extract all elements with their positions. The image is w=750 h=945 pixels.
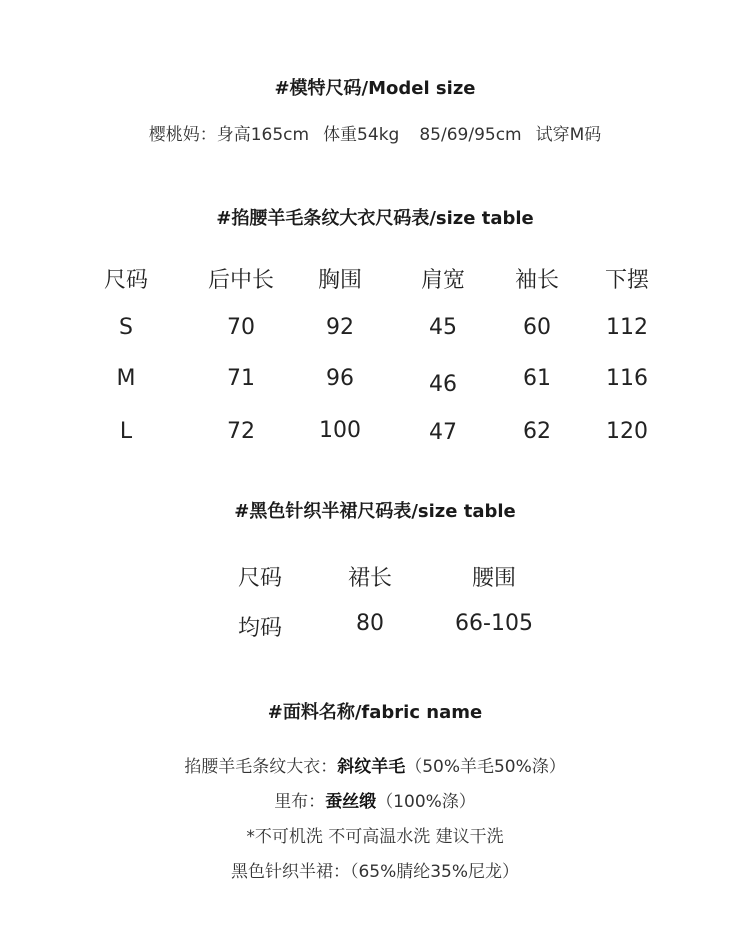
coat-header-sleeve: 袖长 [514, 268, 559, 293]
skirt-cell: 均码 [237, 616, 282, 641]
skirt-cell: 66-105 [455, 611, 533, 636]
skirt-header-length: 裙长 [347, 566, 392, 591]
coat-cell: 62 [523, 419, 551, 444]
coat-cell: 70 [227, 315, 255, 340]
fabric-heading: #面料名称/fabric name [267, 702, 483, 723]
skirt-size-heading: #黑色针织半裙尺码表/size table [234, 501, 516, 522]
coat-cell: 72 [227, 419, 255, 444]
coat-cell: S [119, 315, 133, 340]
coat-cell: 100 [319, 418, 361, 443]
fabric-lining-label: 里布： [274, 792, 326, 812]
model-info-line [0, 120, 750, 145]
coat-cell: 71 [227, 366, 255, 391]
skirt-header-size: 尺码 [237, 566, 282, 591]
fabric-care-line: *不可机洗 不可高温水洗 建议干洗 [246, 827, 504, 847]
fabric-coat-material: 斜纹羊毛 [337, 757, 406, 777]
coat-header-size: 尺码 [103, 268, 148, 293]
fabric-coat-line [0, 752, 750, 777]
fabric-coat-detail: （50%羊毛50%涤） [405, 757, 566, 777]
model-weight: 体重54kg [323, 125, 400, 145]
coat-cell: 47 [429, 420, 457, 445]
model-tried-size: 试穿M码 [535, 125, 602, 145]
model-name-height: 樱桃妈：身高165cm [148, 125, 310, 145]
coat-header-hem: 下摆 [604, 268, 649, 293]
coat-cell: 92 [326, 315, 354, 340]
coat-cell: 96 [326, 366, 354, 391]
coat-cell: L [119, 419, 133, 444]
fabric-lining-line [0, 787, 750, 812]
fabric-lining-detail: （100%涤） [376, 792, 476, 812]
coat-cell: 45 [429, 315, 457, 340]
fabric-coat-label: 掐腰羊毛条纹大衣： [184, 757, 338, 777]
coat-cell: 116 [606, 366, 648, 391]
coat-header-back-length: 后中长 [207, 268, 274, 293]
coat-size-heading: #掐腰羊毛条纹大衣尺码表/size table [216, 208, 534, 229]
fabric-skirt-line: 黑色针织半裙：（65%腈纶35%尼龙） [230, 862, 520, 882]
coat-cell: 46 [429, 372, 457, 397]
skirt-cell: 80 [356, 611, 384, 636]
coat-cell: 61 [523, 366, 551, 391]
coat-header-chest: 胸围 [317, 268, 362, 293]
coat-cell: M [116, 366, 136, 391]
model-size-heading: #模特尺码/Model size [274, 78, 476, 99]
coat-cell: 112 [606, 315, 648, 340]
coat-cell: 120 [606, 419, 648, 444]
model-measurements: 85/69/95cm [419, 125, 522, 145]
coat-header-shoulder: 肩宽 [420, 268, 465, 293]
skirt-header-waist: 腰围 [471, 566, 516, 591]
coat-cell: 60 [523, 315, 551, 340]
fabric-lining-material: 蚕丝缎 [325, 792, 377, 812]
